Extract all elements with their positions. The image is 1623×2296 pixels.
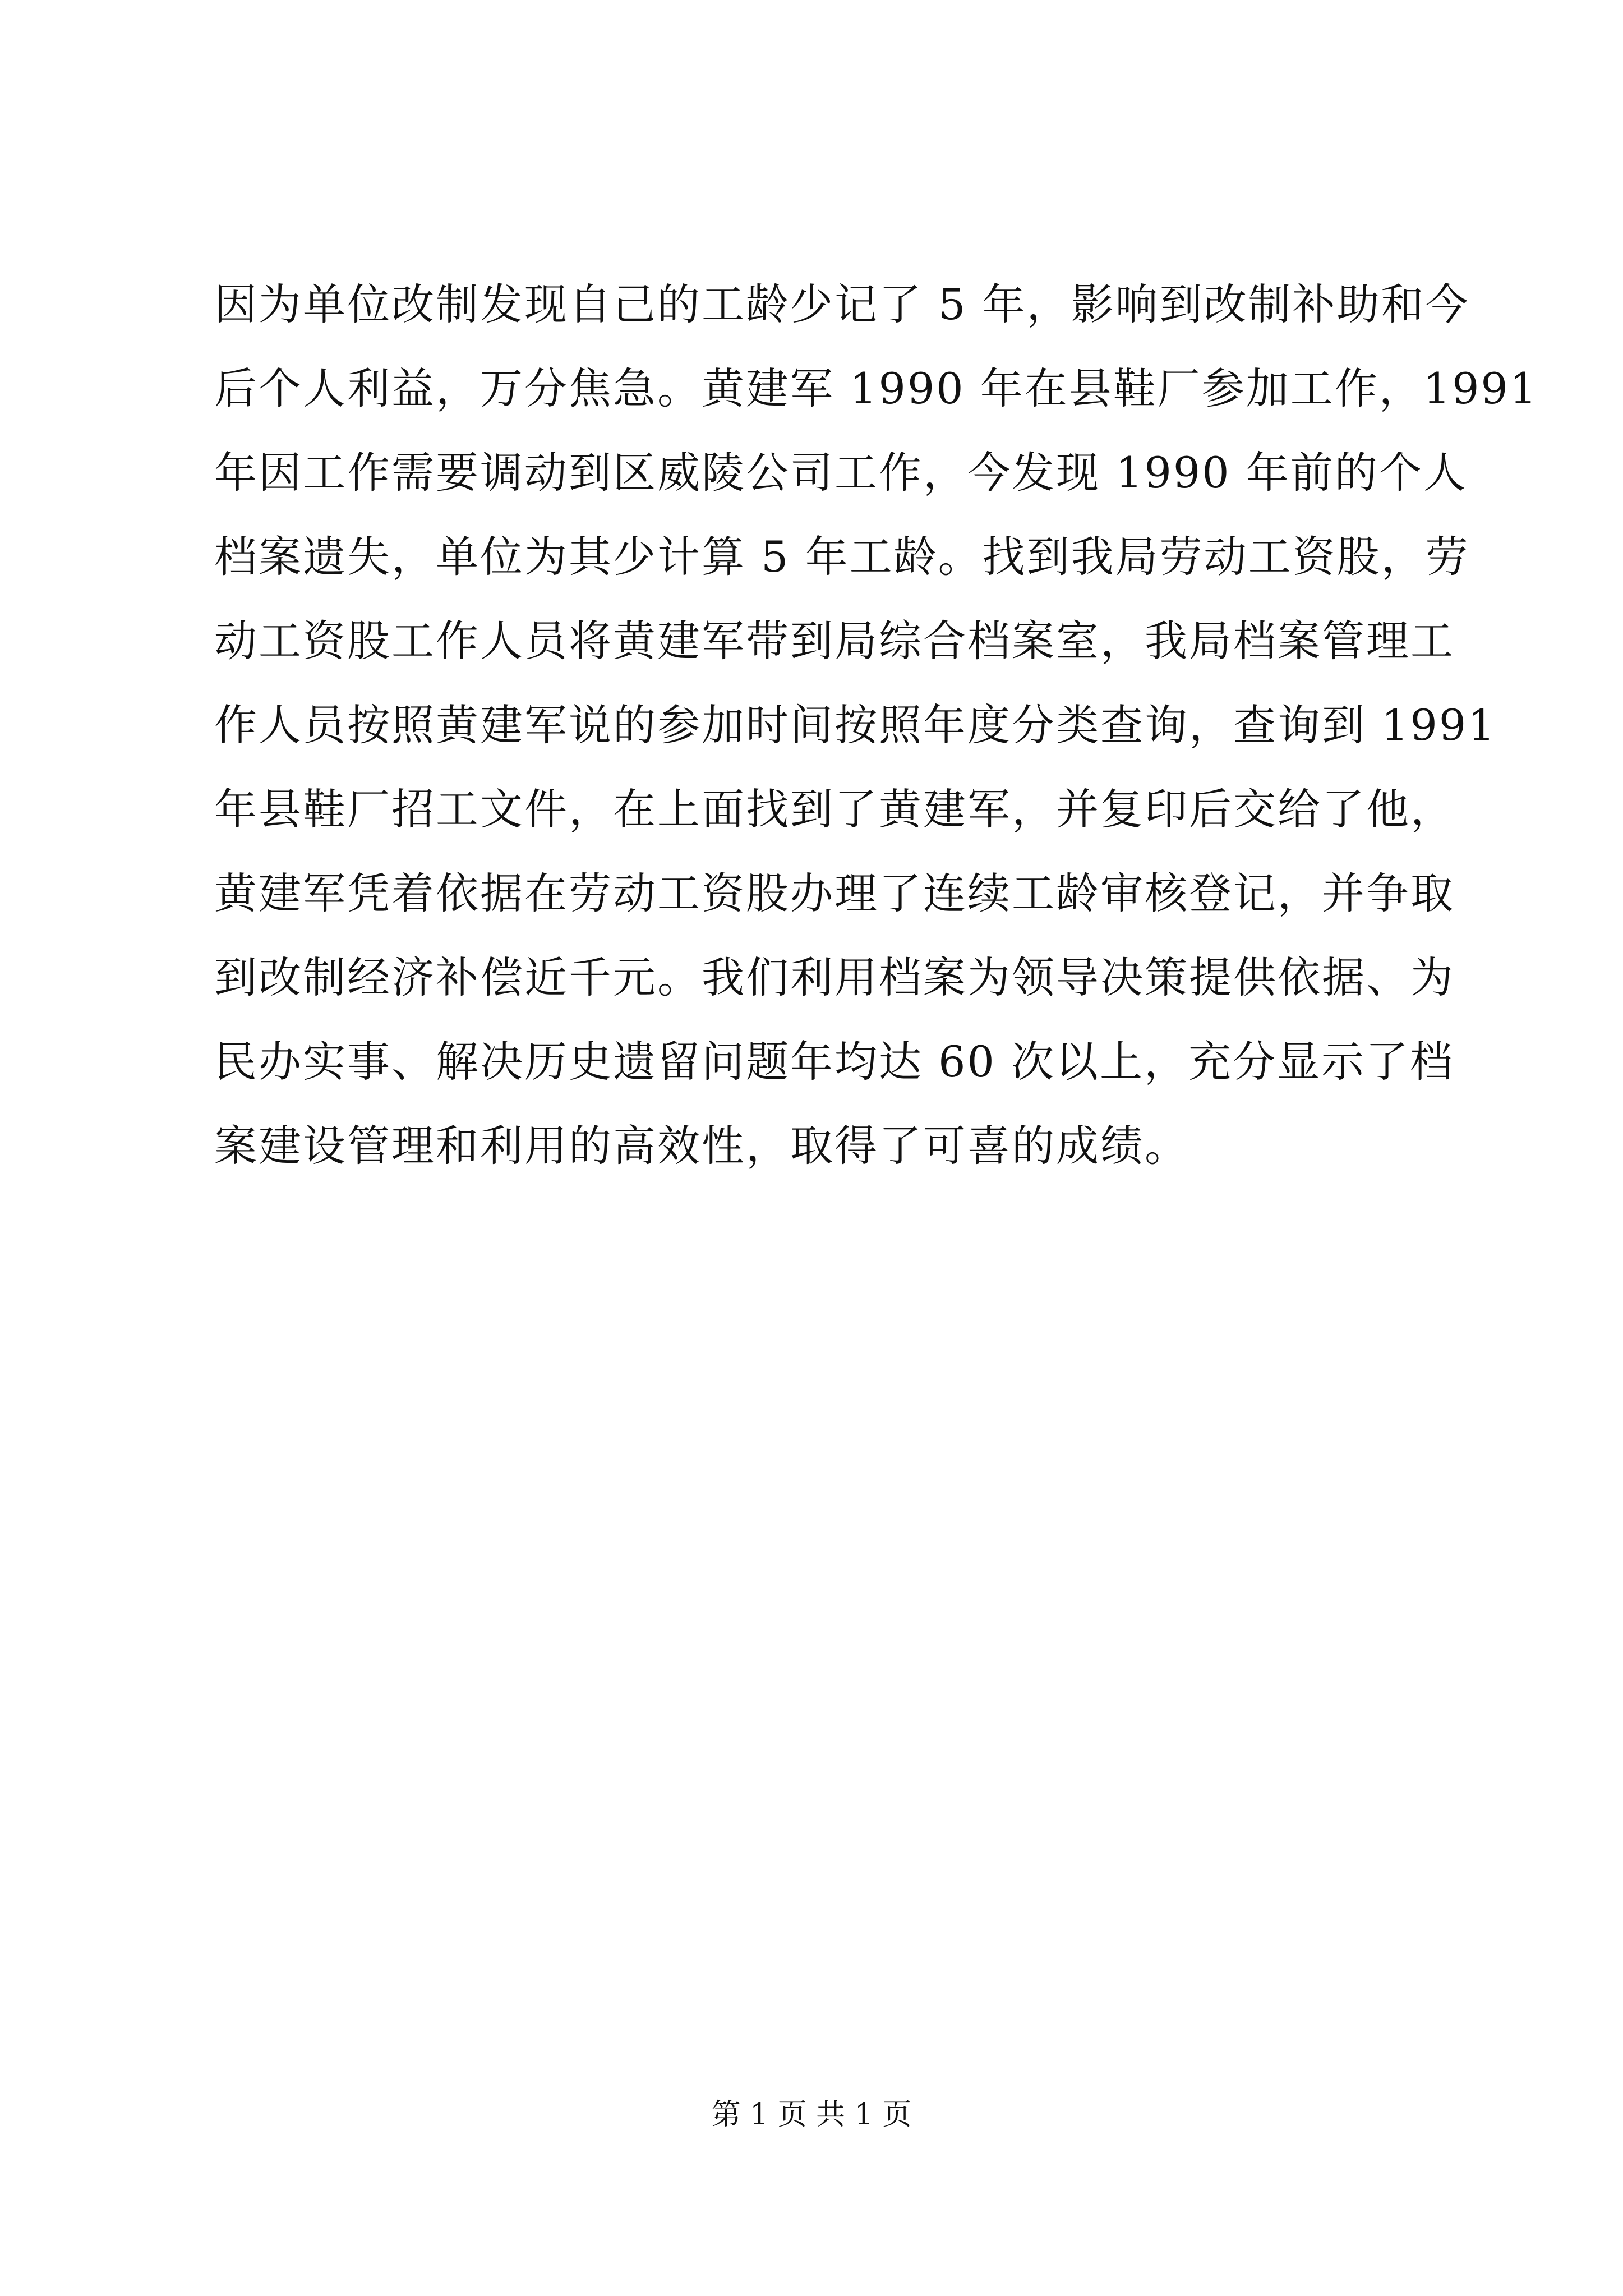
paragraph-line-8: 黄建军凭着依据在劳动工资股办理了连续工龄审核登记，并争取 [214, 868, 1455, 918]
paragraph-line-6: 作人员按照黄建军说的参加时间按照年度分类查询，查询到 1991 [214, 700, 1497, 750]
paragraph-line-2: 后个人利益，万分焦急。黄建军 1990 年在县鞋厂参加工作，1991 [214, 364, 1539, 413]
paragraph-line-1: 因为单位改制发现自己的工龄少记了 5 年，影响到改制补助和今 [214, 279, 1470, 329]
paragraph-line-5: 动工资股工作人员将黄建军带到局综合档案室，我局档案管理工 [214, 616, 1455, 666]
page-number-footer: 第 1 页 共 1 页 [711, 2098, 912, 2132]
paragraph-line-3: 年因工作需要调动到区威陵公司工作，今发现 1990 年前的个人 [214, 448, 1468, 498]
paragraph-line-7: 年县鞋厂招工文件，在上面找到了黄建军，并复印后交给了他， [214, 784, 1455, 834]
paragraph-line-10: 民办实事、解决历史遗留问题年均达 60 次以上，充分显示了档 [214, 1037, 1455, 1087]
paragraph-line-4: 档案遗失，单位为其少计算 5 年工龄。找到我局劳动工资股，劳 [214, 532, 1470, 582]
paragraph-line-9: 到改制经济补偿近千元。我们利用档案为领导决策提供依据、为 [214, 953, 1455, 1002]
body-paragraph [214, 263, 1539, 1188]
paragraph-line-11: 案建设管理和利用的高效性，取得了可喜的成绩。 [214, 1121, 1189, 1171]
